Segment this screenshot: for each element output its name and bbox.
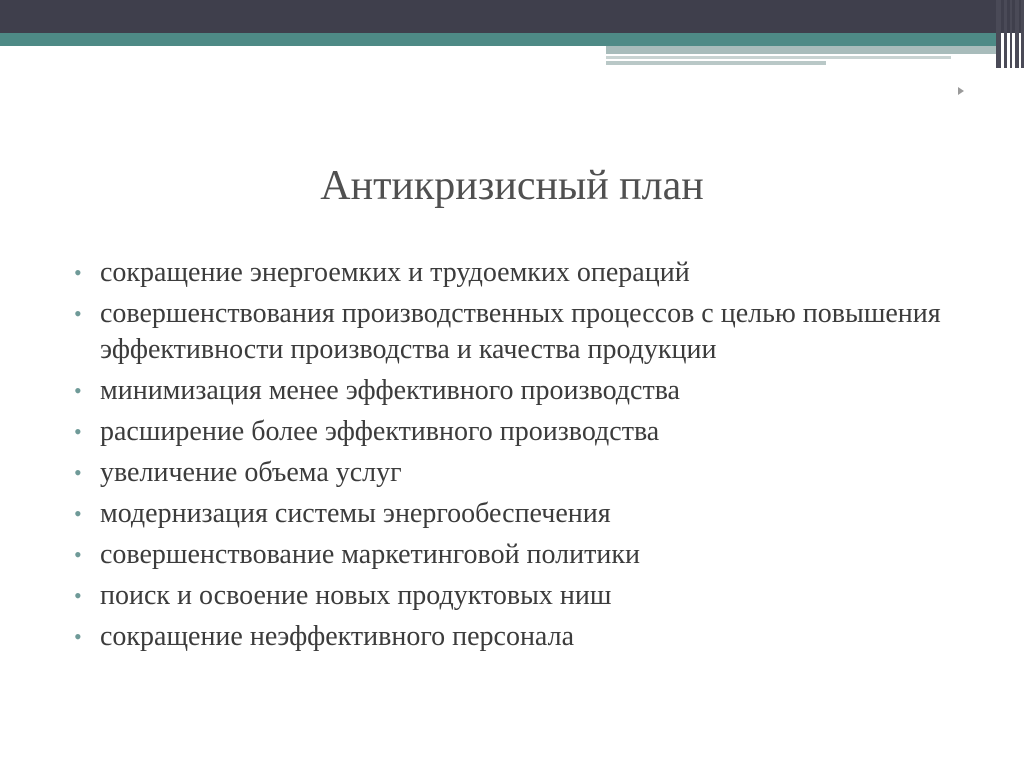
bullet-text: сокращение энергоемких и трудоемких операций [100,257,690,288]
next-slide-arrow-icon[interactable] [958,87,964,95]
header-grey-band [606,46,1000,54]
bullet-text: совершенствование маркетинговой политики [100,539,640,570]
bullet-text: совершенствования производственных процессов с целью повышения эффективности производства и качества продукции [100,298,941,365]
bullet-item [72,537,982,573]
bullet-text: поиск и освоение новых продуктовых ниш [100,580,612,611]
bullet-text: увеличение объема услуг [100,457,402,488]
bullet-text: расширение более эффективного производства [100,416,660,447]
bullet-item [72,414,982,450]
bullet-item [72,619,982,655]
bullet-dot-icon: • [74,301,82,326]
bullet-text: минимизация менее эффективного производства [100,375,680,406]
bullet-dot-icon: • [74,460,82,485]
bullet-item [72,578,982,614]
bullet-item [72,373,982,409]
bullet-dot-icon: • [74,260,82,285]
bullet-dot-icon: • [74,624,82,649]
slide-title: Антикризисный план [320,163,704,209]
bullet-list [72,255,982,660]
bullet-item [72,496,982,532]
header-light-line [606,56,951,59]
header-dark-band [0,0,1024,33]
bullet-dot-icon: • [74,501,82,526]
bullet-item [72,296,982,368]
bullet-dot-icon: • [74,583,82,608]
header-stripes [996,0,1024,68]
bullet-item [72,455,982,491]
bullet-dot-icon: • [74,542,82,567]
bullet-dot-icon: • [74,419,82,444]
bullet-text: модернизация системы энергообеспечения [100,498,611,529]
bullet-dot-icon: • [74,378,82,403]
header-light-line [606,61,826,65]
header-teal-band [0,33,1000,46]
bullet-item [72,255,982,291]
bullet-text: сокращение неэффективного персонала [100,621,575,652]
header-gap-line [0,46,606,48]
